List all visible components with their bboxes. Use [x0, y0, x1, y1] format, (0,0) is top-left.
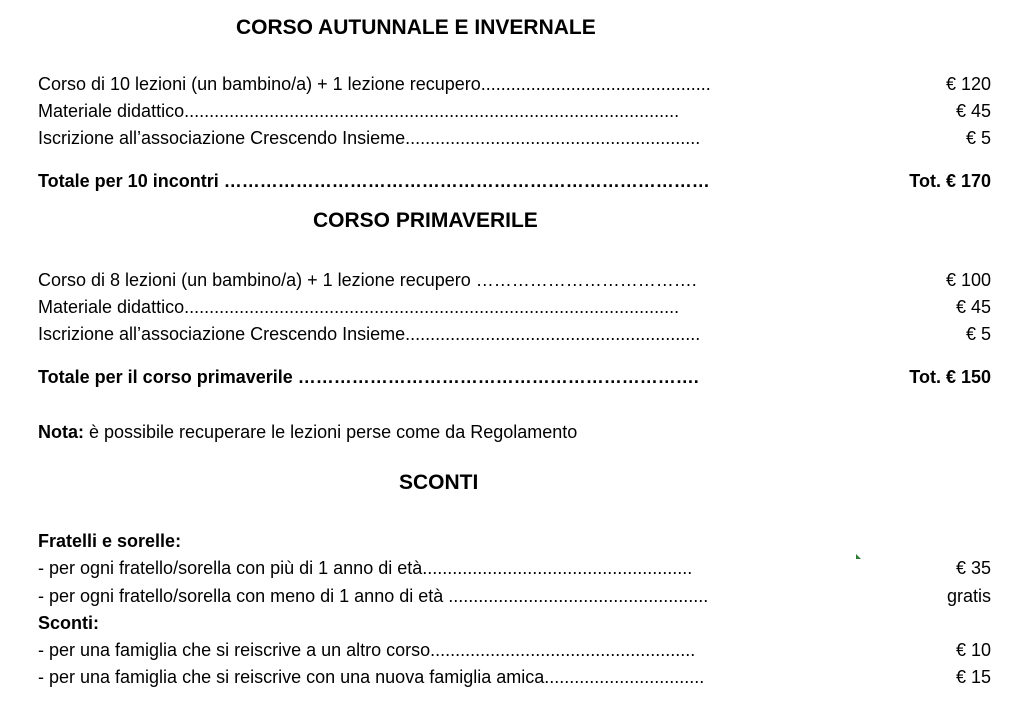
autunno-row-corso	[38, 72, 991, 96]
total-amount: Tot. € 170	[909, 171, 991, 191]
total-description: Totale per 10 incontri ………………………………………………………………………	[38, 171, 710, 191]
row-amount: € 5	[965, 324, 991, 344]
autunno-title: CORSO AUTUNNALE E INVERNALE	[236, 16, 596, 39]
sconti-title: SCONTI	[399, 471, 479, 494]
row-amount: € 45	[955, 101, 991, 121]
total-description: Totale per il corso primaverile ………………………………………………………….	[38, 367, 699, 387]
sconti-row-famiglia-amica	[38, 665, 991, 689]
row-description: Corso di 8 lezioni (un bambino/a) + 1 lezione recupero ……………………………….	[38, 270, 697, 290]
primavera-row-materiale	[38, 295, 991, 319]
autunno-row-iscrizione	[38, 126, 991, 150]
row-description: - per una famiglia che si reiscrive a un altro corso.....................................................	[38, 640, 696, 660]
row-amount: € 120	[945, 74, 991, 94]
primavera-row-corso	[38, 268, 991, 292]
row-amount: € 45	[955, 297, 991, 317]
total-amount: Tot. € 150	[909, 367, 991, 387]
row-amount: € 100	[945, 270, 991, 290]
row-amount: € 5	[965, 128, 991, 148]
fratelli-row-meno	[38, 584, 991, 608]
nota-line	[38, 420, 577, 444]
row-description: Materiale didattico...................................................................................................	[38, 101, 680, 121]
sconti-row-altro-corso	[38, 638, 991, 662]
fratelli-row-piu	[38, 556, 991, 580]
nota-label: Nota:	[38, 422, 84, 442]
row-amount: gratis	[946, 586, 991, 606]
row-description: Corso di 10 lezioni (un bambino/a) + 1 lezione recupero..............................................	[38, 74, 711, 94]
row-description: Iscrizione all’associazione Crescendo Insieme...........................................................	[38, 128, 701, 148]
row-description: Materiale didattico...................................................................................................	[38, 297, 680, 317]
sconti-label: Sconti:	[38, 613, 99, 633]
primavera-total	[38, 365, 991, 389]
primavera-title: CORSO PRIMAVERILE	[313, 209, 538, 232]
row-amount: € 35	[955, 558, 991, 578]
autunno-total	[38, 169, 991, 193]
row-description: - per ogni fratello/sorella con meno di 1 anno di età ....................................................	[38, 586, 709, 606]
row-amount: € 15	[955, 667, 991, 687]
row-description: - per ogni fratello/sorella con più di 1 anno di età......................................................	[38, 558, 693, 578]
nota-text: è possibile recuperare le lezioni perse come da Regolamento	[84, 422, 578, 442]
row-description: Iscrizione all’associazione Crescendo Insieme...........................................................	[38, 324, 701, 344]
fratelli-label: Fratelli e sorelle:	[38, 531, 182, 551]
autunno-row-materiale	[38, 99, 991, 123]
primavera-row-iscrizione	[38, 322, 991, 346]
row-amount: € 10	[955, 640, 991, 660]
row-description: - per una famiglia che si reiscrive con una nuova famiglia amica................................	[38, 667, 705, 687]
